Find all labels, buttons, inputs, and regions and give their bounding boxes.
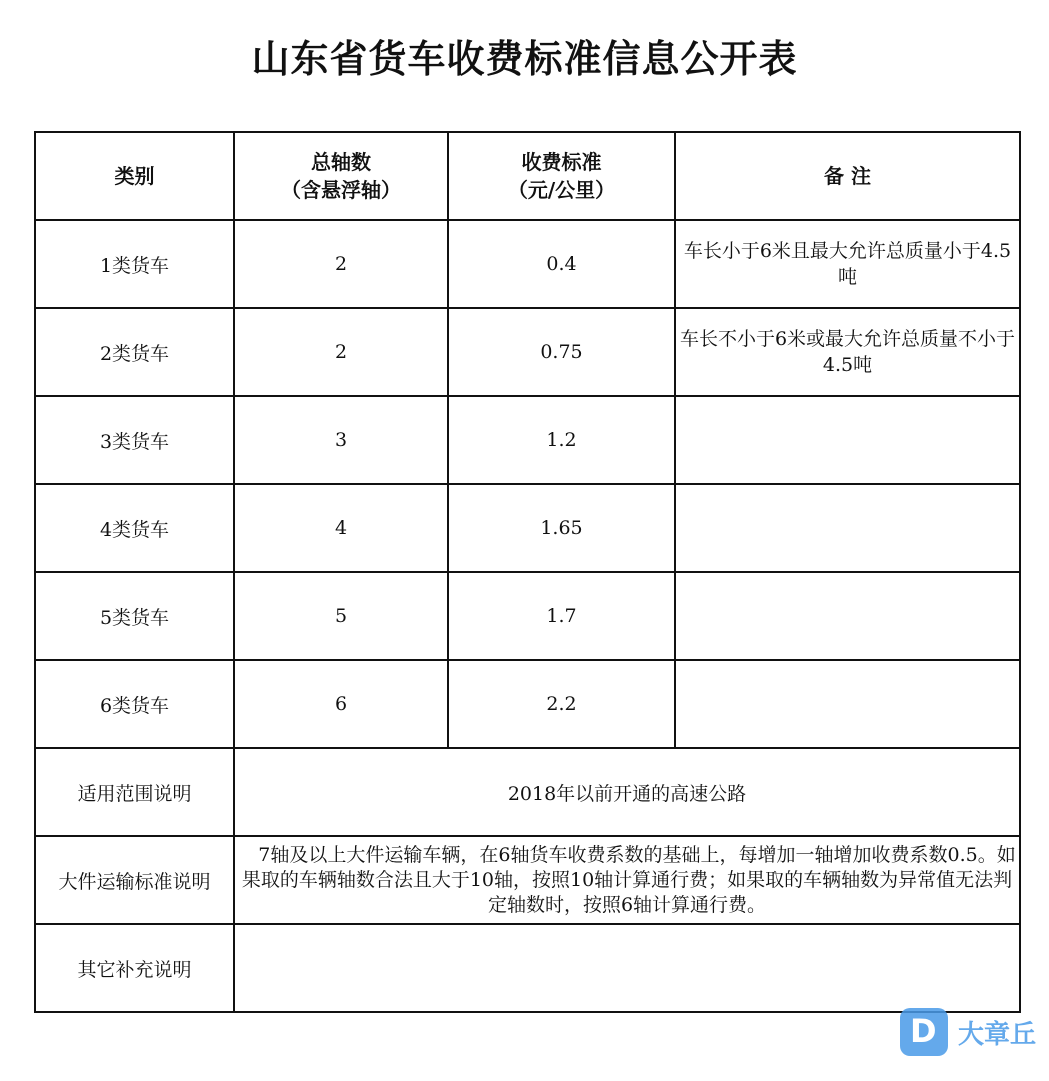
scope-row [35, 748, 1020, 836]
cell-remark: 车长小于6米且最大允许总质量小于4.5吨 [675, 220, 1020, 308]
header-axles [234, 132, 448, 220]
cell-category: 5类货车 [35, 572, 234, 660]
cell-remark: 车长不小于6米或最大允许总质量不小于4.5吨 [675, 308, 1020, 396]
cell-rate: 0.75 [448, 308, 675, 396]
cell-remark [675, 572, 1020, 660]
fee-table [34, 131, 1021, 1013]
header-remark: 备 注 [675, 132, 1020, 220]
header-rate [448, 132, 675, 220]
cell-category: 3类货车 [35, 396, 234, 484]
cell-rate: 1.7 [448, 572, 675, 660]
cell-rate: 1.65 [448, 484, 675, 572]
big-transport-label: 大件运输标准说明 [35, 836, 234, 924]
watermark-text: 大章丘 [958, 1020, 1037, 1050]
cell-category: 1类货车 [35, 220, 234, 308]
cell-axles: 5 [234, 572, 448, 660]
table-row [35, 660, 1020, 748]
table-row [35, 572, 1020, 660]
other-row [35, 924, 1020, 1012]
cell-category: 2类货车 [35, 308, 234, 396]
big-transport-row [35, 836, 1020, 924]
cell-remark [675, 484, 1020, 572]
header-rate-line2: （元/公里） [507, 178, 616, 202]
cell-axles: 4 [234, 484, 448, 572]
cell-axles: 2 [234, 220, 448, 308]
header-rate-line1: 收费标准 [521, 150, 602, 174]
scope-value: 2018年以前开通的高速公路 [234, 748, 1020, 836]
watermark-logo-icon [900, 1008, 948, 1056]
table-row [35, 308, 1020, 396]
header-axles-line2: （含悬浮轴） [281, 178, 401, 202]
scope-label: 适用范围说明 [35, 748, 234, 836]
cell-category: 6类货车 [35, 660, 234, 748]
cell-rate: 0.4 [448, 220, 675, 308]
cell-axles: 2 [234, 308, 448, 396]
cell-category: 4类货车 [35, 484, 234, 572]
cell-rate: 1.2 [448, 396, 675, 484]
cell-axles: 6 [234, 660, 448, 748]
header-axles-line1: 总轴数 [311, 150, 371, 174]
other-label: 其它补充说明 [35, 924, 234, 1012]
table-row [35, 484, 1020, 572]
other-value [234, 924, 1020, 1012]
watermark-logo-letter: D [910, 1012, 937, 1050]
cell-axles: 3 [234, 396, 448, 484]
cell-remark [675, 396, 1020, 484]
big-transport-value: 7轴及以上大件运输车辆，在6轴货车收费系数的基础上，每增加一轴增加收费系数0.5。如果取的车辆轴数合法且大于10轴，按照10轴计算通行费；如果取的车辆轴数为异常值无法判定轴数时，按照6轴计算通行费。 [234, 836, 1020, 924]
watermark [900, 1008, 1040, 1058]
cell-rate: 2.2 [448, 660, 675, 748]
table-header-row [35, 132, 1020, 220]
page-title: 山东省货车收费标准信息公开表 [251, 36, 798, 81]
header-category: 类别 [35, 132, 234, 220]
table-row [35, 220, 1020, 308]
table-row [35, 396, 1020, 484]
cell-remark [675, 660, 1020, 748]
